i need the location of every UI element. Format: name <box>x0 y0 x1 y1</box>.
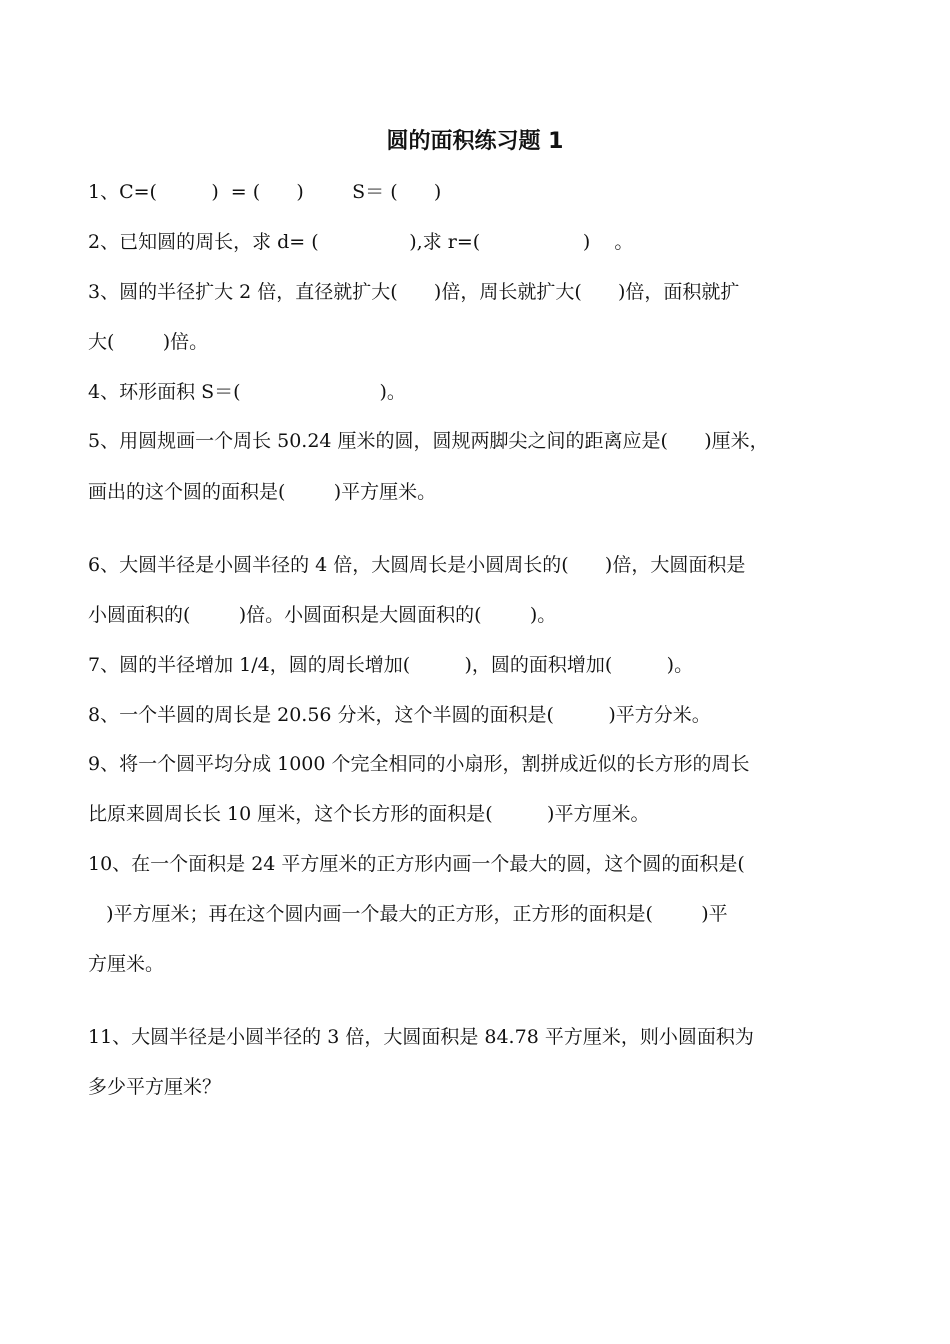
question-8-line-1: 8、一个半圆的周长是 20.56 分米，这个半圆的面积是( )平方分米。 <box>88 704 711 726</box>
question-2-line-1: 2、已知圆的周长，求 d= ( ),求 r=( ) 。 <box>88 231 634 253</box>
question-11-line-2: 多少平方厘米？ <box>88 1076 222 1098</box>
question-5-line-2: 画出的这个圆的面积是( )平方厘米。 <box>88 481 437 503</box>
question-4-line-1: 4、环形面积 S＝( )。 <box>88 381 406 403</box>
question-10-line-3: 方厘米。 <box>88 953 165 975</box>
question-6-line-1: 6、大圆半径是小圆半径的 4 倍，大圆周长是小圆周长的( )倍，大圆面积是 <box>88 554 746 576</box>
question-11-line-1: 11、大圆半径是小圆半径的 3 倍，大圆面积是 84.78 平方厘米，则小圆面积为 <box>88 1026 754 1048</box>
question-10-line-2: )平方厘米；再在这个圆内画一个最大的正方形，正方形的面积是( )平 <box>88 903 728 925</box>
question-1-line-1: 1、C=( ) = ( ) S＝ ( ) <box>88 181 442 203</box>
question-3-line-1: 3、圆的半径扩大 2 倍，直径就扩大( )倍，周长就扩大( )倍，面积就扩 <box>88 281 740 303</box>
question-6-line-2: 小圆面积的( )倍。小圆面积是大圆面积的( )。 <box>88 604 557 626</box>
page-title: 圆的面积练习题 1 <box>386 129 564 154</box>
question-10-line-1: 10、在一个面积是 24 平方厘米的正方形内画一个最大的圆，这个圆的面积是( <box>88 853 745 875</box>
question-5-line-1: 5、用圆规画一个周长 50.24 厘米的圆，圆规两脚尖之间的距离应是( )厘米， <box>88 430 769 452</box>
question-3-line-2: 大( )倍。 <box>88 331 209 353</box>
question-9-line-2: 比原来圆周长长 10 厘米，这个长方形的面积是( )平方厘米。 <box>88 803 650 825</box>
question-9-line-1: 9、将一个圆平均分成 1000 个完全相同的小扇形，割拼成近似的长方形的周长 <box>88 753 750 775</box>
question-7-line-1: 7、圆的半径增加 1/4，圆的周长增加( )，圆的面积增加( )。 <box>88 654 694 676</box>
